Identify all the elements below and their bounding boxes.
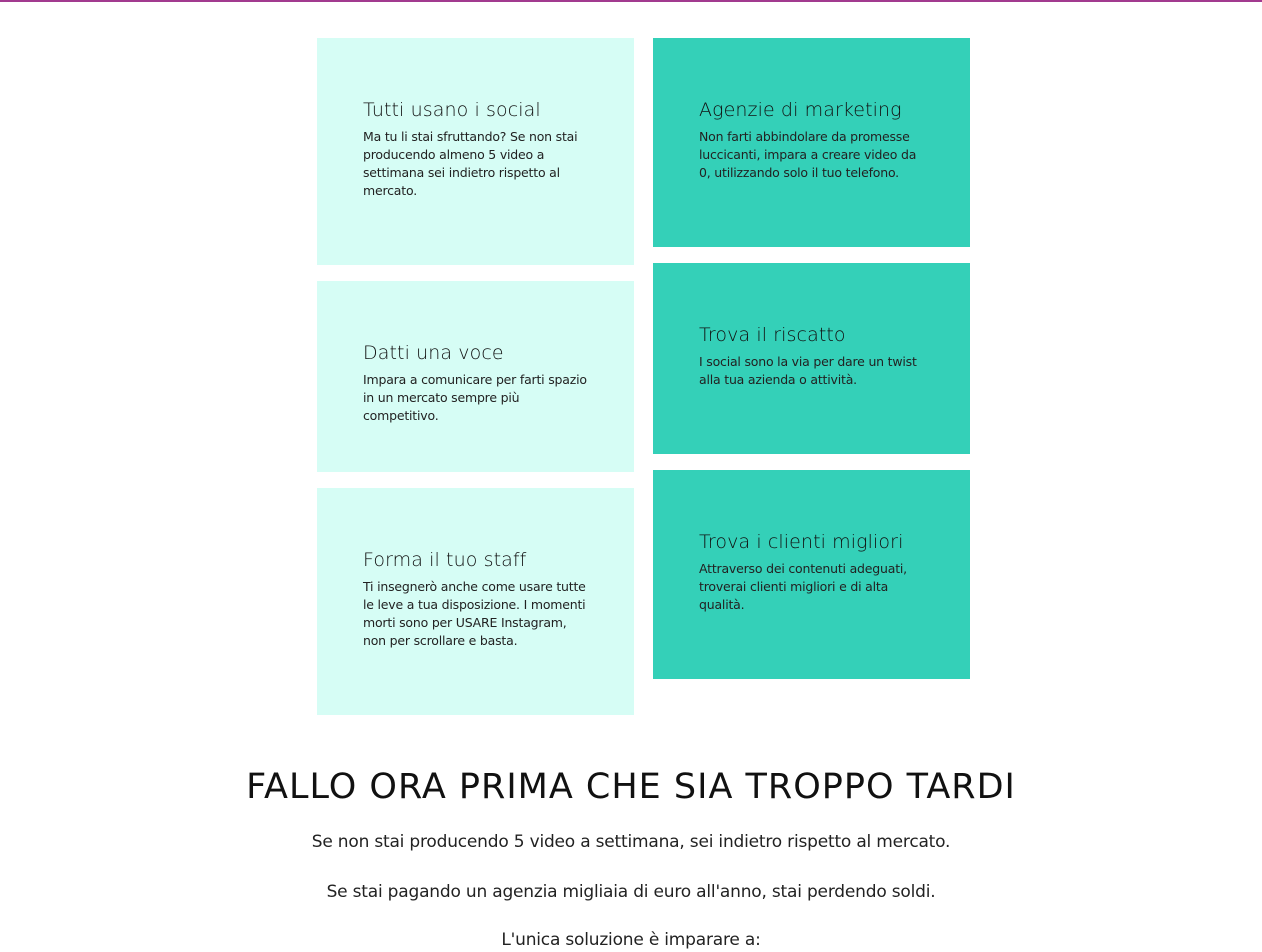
cta-line-3: L'unica soluzione è imparare a:: [501, 930, 761, 950]
card-datti-una-voce: [317, 281, 634, 472]
card-text: I social sono la via per dare un twist alla tua azienda o attività.: [699, 354, 917, 387]
card-text: Attraverso dei contenuti adeguati, troverai clienti migliori e di alta qualità.: [699, 561, 907, 612]
card-title: Tutti usano i social: [363, 99, 541, 121]
card-text: Ti insegnerò anche come usare tutte le leve a tua disposizione. I momenti morti sono per USARE Instagram, non per scrollare e basta.: [363, 579, 586, 648]
card-tutti-usano-i-social: [317, 38, 634, 265]
card-text: Impara a comunicare per farti spazio in un mercato sempre più competitivo.: [363, 372, 587, 423]
card-trova-i-clienti-migliori: [653, 470, 970, 679]
card-text: Non farti abbindolare da promesse luccicanti, impara a creare video da 0, utilizzando solo il tuo telefono.: [699, 129, 917, 180]
cta-line-2: Se stai pagando un agenzia migliaia di euro all'anno, stai perdendo soldi.: [326, 882, 936, 902]
cta-line-1: Se non stai producendo 5 video a settimana, sei indietro rispetto al mercato.: [311, 832, 951, 852]
card-title: Forma il tuo staff: [363, 549, 527, 571]
card-title: Trova il riscatto: [699, 324, 846, 346]
card-forma-il-tuo-staff: [317, 488, 634, 715]
card-title: Agenzie di marketing: [699, 99, 902, 121]
cta-headline: FALLO ORA PRIMA CHE SIA TROPPO TARDI: [246, 767, 1016, 807]
card-text: Ma tu li stai sfruttando? Se non stai producendo almeno 5 video a settimana sei indietro rispetto al mercato.: [363, 129, 578, 198]
top-divider: [0, 0, 1262, 2]
card-trova-il-riscatto: [653, 263, 970, 454]
card-agenzie-di-marketing: [653, 38, 970, 247]
card-title: Datti una voce: [363, 342, 504, 364]
card-title: Trova i clienti migliori: [699, 531, 904, 553]
